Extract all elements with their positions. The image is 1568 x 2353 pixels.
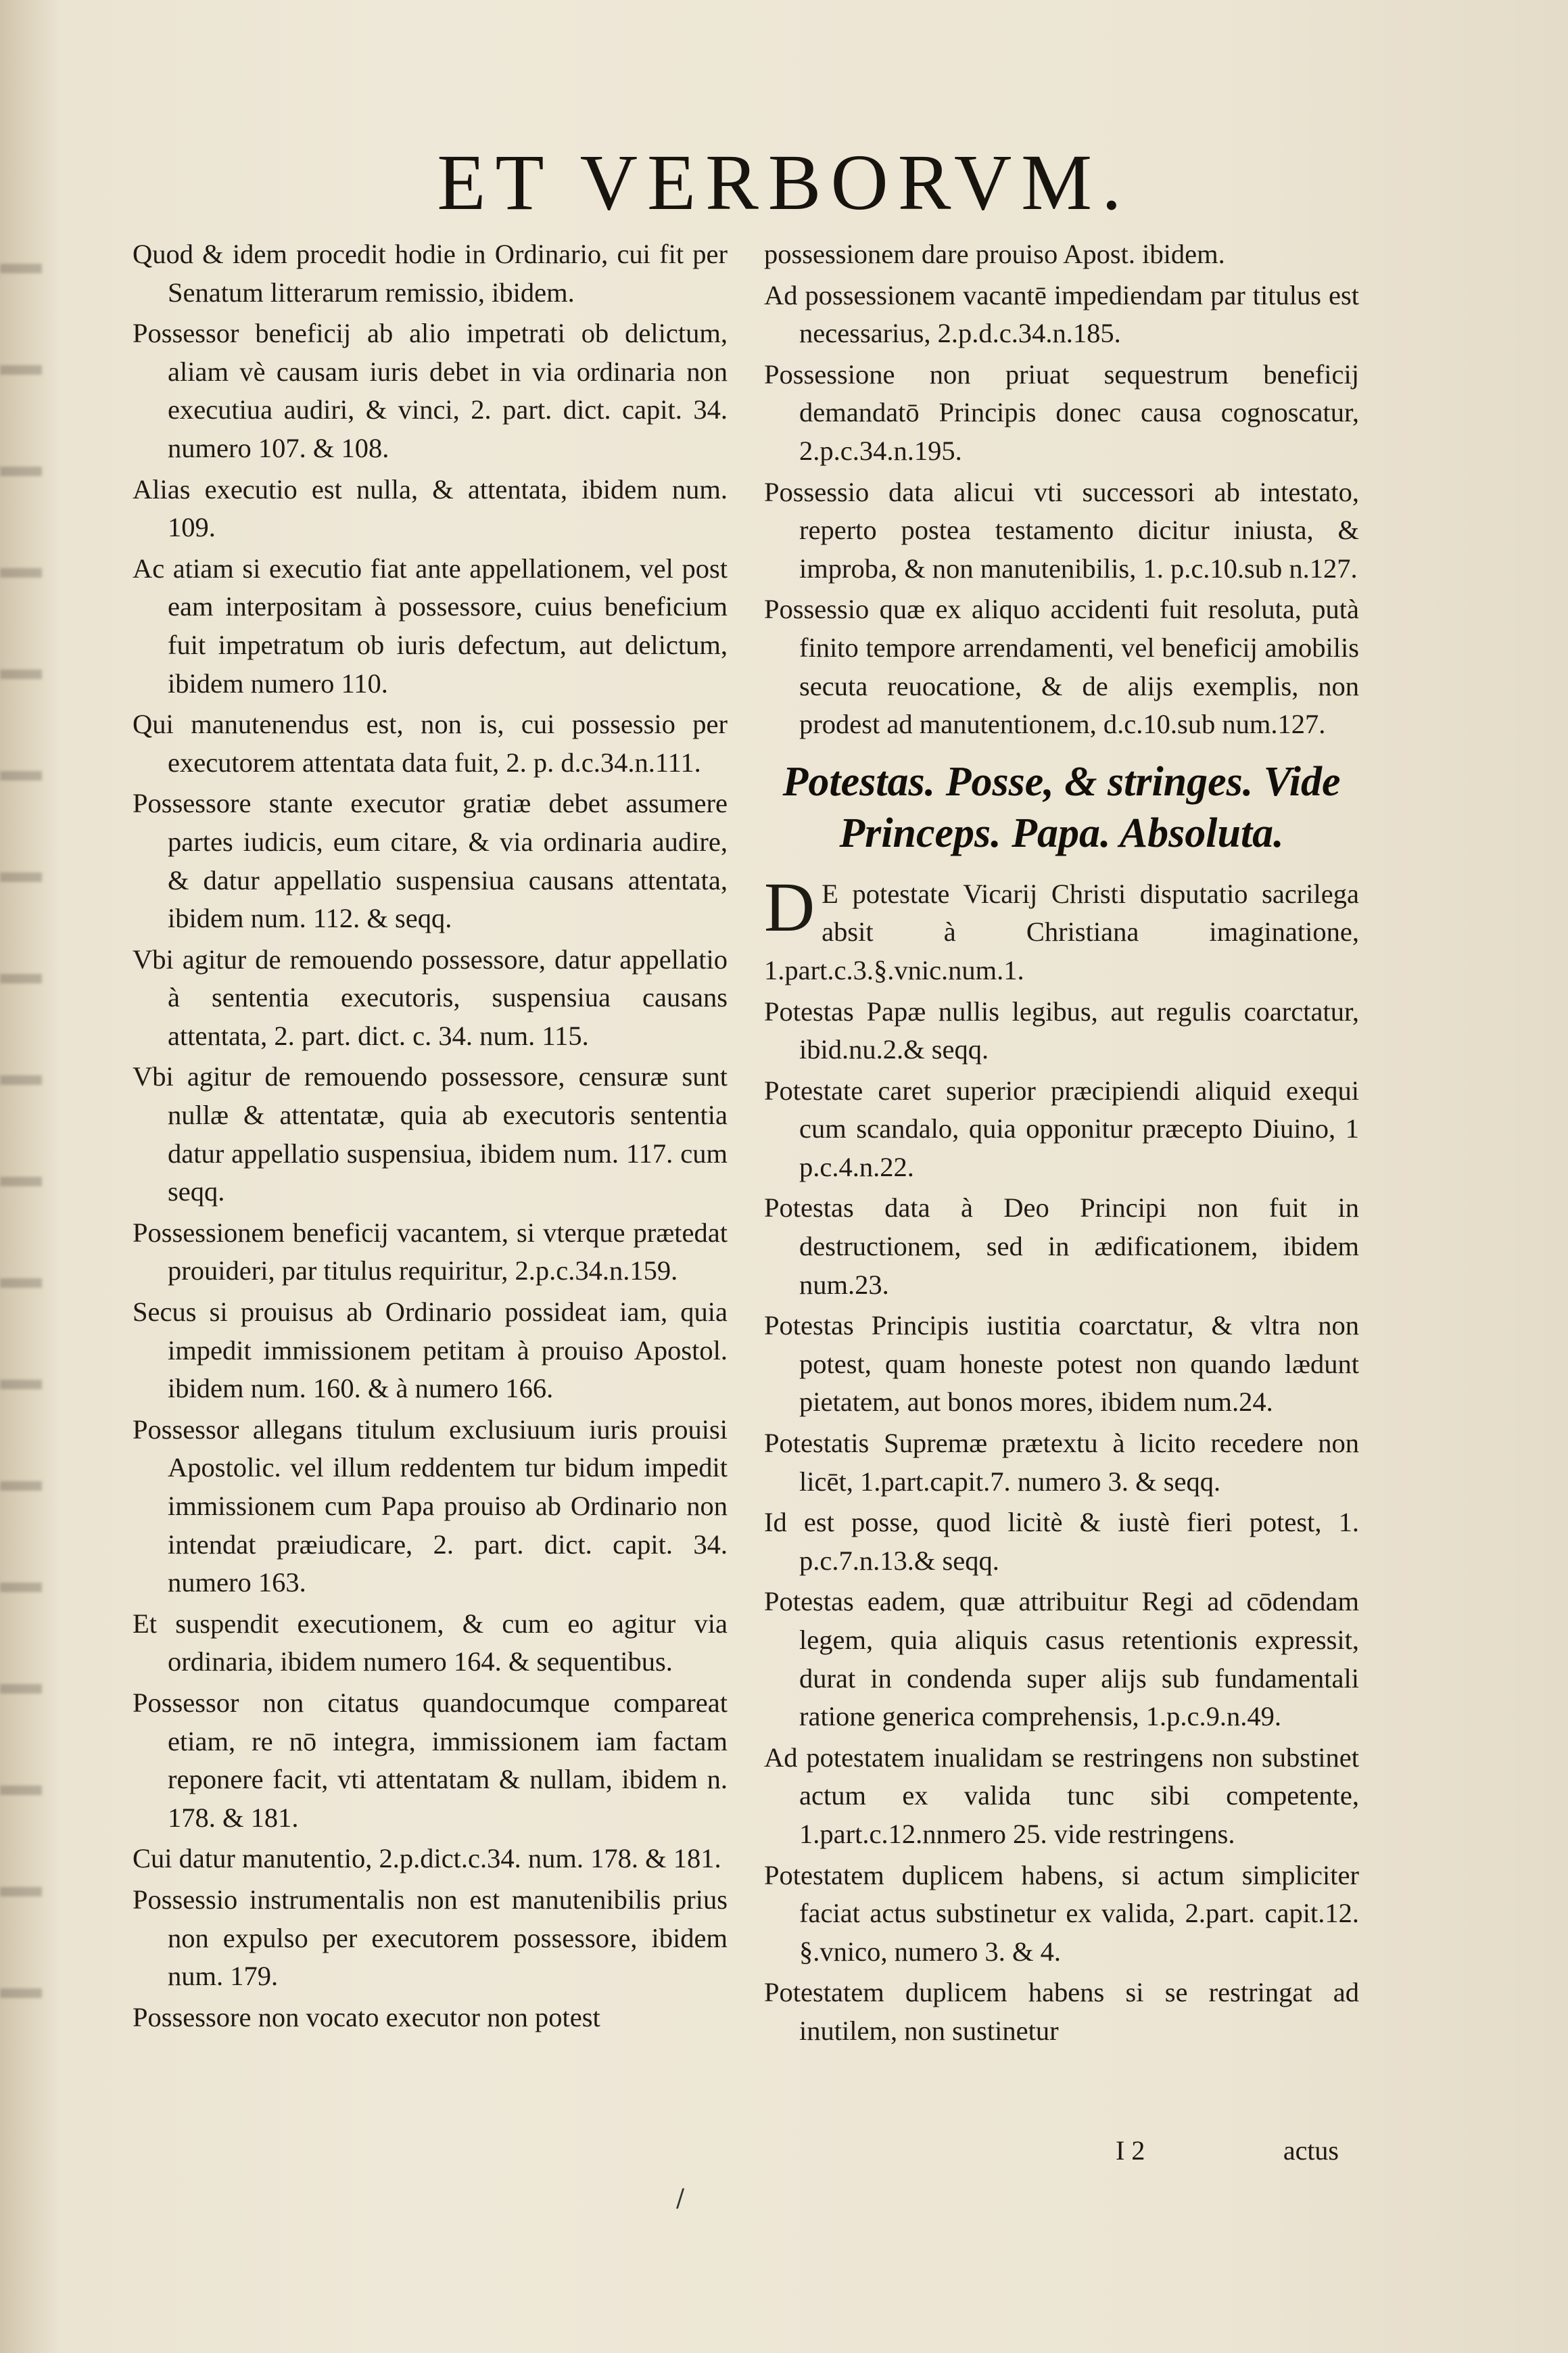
index-entry: Possessor non citatus quandocumque compareat etiam, re nō integra, immissionem iam factam reponere facit, vti attentatam & nullam, ibidem n. 178. & 181. xyxy=(133,1687,728,1833)
index-entry: Possessor allegans titulum exclusiuum iuris prouisi Apostolic. vel illum reddentem tur bidum impedit immissionem cum Papa prouiso ab Ordinario non intendat præiudicare, 2. part. dict. capit. 34. numero 163. xyxy=(133,1414,728,1598)
running-header: ET VERBORVM. xyxy=(437,138,1131,227)
index-entry: Vbi agitur de remouendo possessore, censuræ sunt nullæ & attentatæ, quia ab executoris sententia datur appellatio suspensiua, ibidem num. 117. cum seqq. xyxy=(133,1061,728,1207)
index-entry: Ac atiam si executio fiat ante appellationem, vel post eam interpositam à possessore, cuius beneficium fuit impetratum ob iuris defectum, aut delictum, ibidem numero 110. xyxy=(133,553,728,699)
signature-mark: I 2 xyxy=(1116,2135,1145,2166)
index-entry: Potestas eadem, quæ attribuitur Regi ad cōdendam legem, quia aliquis casus retentionis expressit, durat in condenda super alijs sub fundamentali ratione generica comprehensis, 1.p.c.9.n.49. xyxy=(764,1586,1359,1732)
section-heading: Potestas. Posse, & stringes. Vide Princeps. Papa. Absoluta. xyxy=(782,758,1341,856)
lead-text: E potestate Vicarij Christi disputatio sacrilega absit à Christiana imaginatione, 1.part.c.3.§.vnic.num.1. xyxy=(764,878,1359,985)
index-entry: Possessio quæ ex aliquo accidenti fuit resoluta, putà finito tempore arrendamenti, vel beneficij amobilis secuta reuocatione, & de alijs exemplis, non prodest ad manutentionem, d.c.10.sub num.127. xyxy=(764,594,1359,740)
index-entry: Quod & idem procedit hodie in Ordinario, cui fit per Senatum litterarum remissio, ibidem. xyxy=(133,239,728,308)
stray-mark: / xyxy=(676,2185,685,2212)
index-entry: Potestas Papæ nullis legibus, aut regulis coarctatur, ibid.nu.2.& seqq. xyxy=(764,996,1359,1065)
index-entry: Possessio data alicui vti successori ab intestato, reperto postea testamento dicitur iniusta, & improba, & non manutenibilis, 1. p.c.10.sub n.127. xyxy=(764,476,1359,584)
right-column xyxy=(764,235,1359,2053)
drop-cap: D xyxy=(764,868,815,946)
index-entry: Possessore stante executor gratiæ debet assumere partes iudicis, eum citare, & via ordinaria audire, & datur appellatio suspensiua causans attentata, ibidem num. 112. & seqq. xyxy=(133,788,728,934)
index-entry: Ad potestatem inualidam se restringens non substinet actum ex valida tunc sibi competente, 1.part.c.12.nnmero 25. vide restringens. xyxy=(764,1742,1359,1849)
index-entry: Possessor beneficij ab alio impetrati ob delictum, aliam vè causam iuris debet in via ordinaria non executiua audiri, & vinci, 2. part. dict. capit. 34. numero 107. & 108. xyxy=(133,318,728,463)
page-edge-bleed xyxy=(0,216,42,2043)
index-entry: Id est posse, quod licitè & iustè fieri potest, 1. p.c.7.n.13.& seqq. xyxy=(764,1507,1359,1576)
index-entry: Potestas Principis iustitia coarctatur, & vltra non potest, quam honeste potest non quando lædunt pietatem, aut bonos mores, ibidem num.24. xyxy=(764,1310,1359,1418)
index-entry: possessionem dare prouiso Apost. ibidem. xyxy=(764,239,1225,269)
index-entry: Potestatem duplicem habens si se restringat ad inutilem, non sustinetur xyxy=(764,1977,1359,2046)
index-entry: Secus si prouisus ab Ordinario possideat iam, quia impedit immissionem petitam à prouiso Apostol. ibidem num. 160. & à numero 166. xyxy=(133,1297,728,1404)
index-entry: Possessione non priuat sequestrum beneficij demandatō Principis donec causa cognoscatur, 2.p.c.34.n.195. xyxy=(764,358,1359,466)
index-entry: Et suspendit executionem, & cum eo agitur via ordinaria, ibidem numero 164. & sequentibus. xyxy=(133,1608,728,1677)
catchword: actus xyxy=(1283,2135,1339,2166)
left-column xyxy=(133,235,728,2039)
index-entry: Alias executio est nulla, & attentata, ibidem num. 109. xyxy=(133,473,728,543)
index-entry: Possessionem beneficij vacantem, si vterque prætedat prouideri, par titulus requiritur, 2.p.c.34.n.159. xyxy=(133,1217,728,1286)
index-entry: Potestatem duplicem habens, si actum simpliciter faciat actus substinetur ex valida, 2.part. capit.12. §.vnico, numero 3. & 4. xyxy=(764,1859,1359,1967)
index-entry: Ad possessionem vacantē impediendam par titulus est necessarius, 2.p.d.c.34.n.185. xyxy=(764,279,1359,349)
index-entry: Potestate caret superior præcipiendi aliquid exequi cum scandalo, quia opponitur præcepto Diuino, 1 p.c.4.n.22. xyxy=(764,1075,1359,1182)
index-entry: Potestatis Supremæ prætextu à licito recedere non licēt, 1.part.capit.7. numero 3. & seqq. xyxy=(764,1428,1359,1497)
index-entry: Cui datur manutentio, 2.p.dict.c.34. num. 178. & 181. xyxy=(133,1843,721,1874)
index-entry: Possessio instrumentalis non est manutenibilis prius non expulso per executorem possessore, ibidem num. 179. xyxy=(133,1884,728,1992)
index-entry: Qui manutenendus est, non is, cui possessio per executorem attentata data fuit, 2. p. d.c.34.n.111. xyxy=(133,709,728,778)
index-entry: Possessore non vocato executor non potest xyxy=(133,2001,600,2032)
lead-paragraph xyxy=(764,868,1359,990)
index-entry: Vbi agitur de remouendo possessore, datur appellatio à sententia executoris, suspensiua causans attentata, 2. part. dict. c. 34. num. 115. xyxy=(133,943,728,1051)
index-entry: Potestas data à Deo Principi non fuit in destructionem, sed in ædificationem, ibidem num.23. xyxy=(764,1192,1359,1300)
